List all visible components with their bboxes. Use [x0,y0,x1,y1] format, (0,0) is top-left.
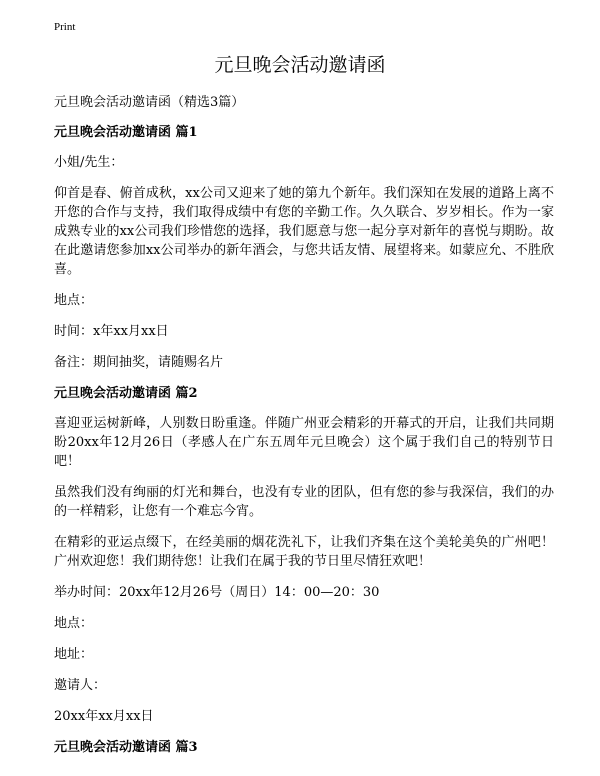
section-1-heading: 元旦晚会活动邀请函 篇1 [54,125,198,140]
section-2-address: 地址： [54,647,94,662]
section-2-date: 20xx年xx月xx日 [54,709,154,724]
section-2-para-2: 虽然我们没有绚丽的灯光和舞台，也没有专业的团队，但有您的参与我深信，我们的办的一样精彩，让您有一个难忘今宵。 [54,485,554,519]
document-body [54,93,554,768]
section-1-body: 仰首是春、俯首成秋，xx公司又迎来了她的第九个新年。我们深知在发展的道路上离不开您的合作与支持，我们取得成绩中有您的辛勤工作。久久联合、岁岁相长。作为一家成熟专业的xx公司我们珍惜您的选择，我们愿意与您一起分享对新年的喜悦与期盼。故在此邀请您参加xx公司举办的新年酒会，与您共话友情、展望将来。如蒙应允、不胜欣喜。 [54,186,554,277]
section-2-heading: 元旦晚会活动邀请函 篇2 [54,386,198,401]
section-2-inviter: 邀请人： [54,678,107,693]
document-subtitle: 元旦晚会活动邀请函（精选3篇） [54,95,245,110]
section-1-time: 时间：x年xx月xx日 [54,324,169,339]
section-2-event-time: 举办时间：20xx年12月26号（周日）14：00—20：30 [54,585,380,600]
section-1-location: 地点： [54,293,94,308]
section-1-note: 备注：期间抽奖，请随赐名片 [54,355,224,370]
print-link[interactable]: Print [54,21,76,33]
salutation: 小姐/先生： [54,155,124,170]
section-3-heading: 元旦晚会活动邀请函 篇3 [54,740,198,755]
document-title: 元旦晚会活动邀请函 [214,54,386,76]
section-2-para-1: 喜迎亚运树新峰，人别数日盼重逢。伴随广州亚会精彩的开幕式的开启，让我们共同期盼20xx年12月26日（孝感人在广东五周年元旦晚会）这个属于我们自己的特别节日吧！ [54,416,554,469]
section-2-location: 地点： [54,616,94,631]
section-2-para-3: 在精彩的亚运点缀下，在经美丽的烟花洗礼下，让我们齐集在这个美轮美奂的广州吧！广州欢迎您！我们期待您！让我们在属于我的节日里尽情狂欢吧！ [54,535,554,569]
